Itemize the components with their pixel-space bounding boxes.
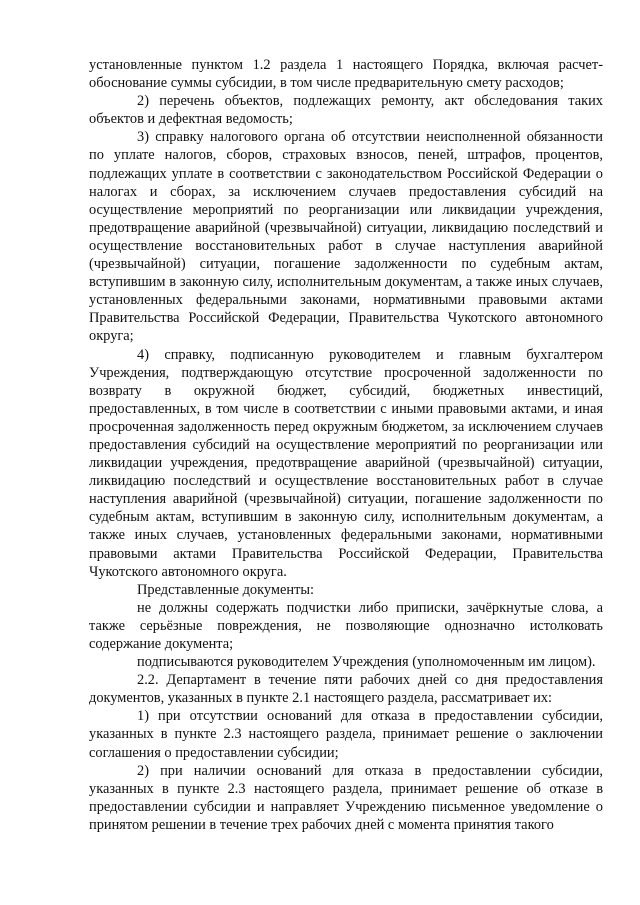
paragraph-5: Представленные документы: bbox=[137, 581, 315, 598]
paragraph-8: 2.2. Департамент в течение пяти рабочих дней со дня предоставления документов, указанных в пункте 2.1 настоящего раздела, рассматривает их: bbox=[89, 672, 603, 707]
paragraph-9: 1) при отсутствии оснований для отказа в предоставлении субсидии, указанных в пункте 2.3 настоящего раздела, принимает решение о заключении соглашения о предоставлении субсидии; bbox=[89, 708, 603, 761]
paragraph-4: 4) справку, подписанную руководителем и главным бухгалтером Учреждения, подтверждающую отсутствие просроченной задолженности по возврату в окружной бюджет, субсидий, бюджетных инвестиций, предоставленных, в том числе в соответствии с иными правовыми актами, и иная просроченная задолженность перед окружным бюджетом, за исключением случаев предоставления субсидий на осуществление мероприятий по реорганизации или ликвидации учреждения, предотвращение аварийной (чрезвычайной) ситуации, ликвидацию последствий и осуществление восстановительных работ в случае наступления аварийной (чрезвычайной) ситуации, погашение задолженности по судебным актам, вступившим в законную силу, исполнительным документам, а также иных случаев, установленных федеральными законами, нормативными правовыми актами Правительства Российской Федерации, Правительства Чукотского автономного округа. bbox=[89, 346, 603, 580]
paragraph-10: 2) при наличии оснований для отказа в предоставлении субсидии, указанных в пункте 2.3 настоящего раздела, принимает решение об отказе в предоставлении субсидии и направляет Учреждению письменное уведомление о принятом решении в течение трех рабочих дней с момента принятия такого bbox=[89, 762, 603, 833]
paragraph-2: 2) перечень объектов, подлежащих ремонту, акт обследования таких объектов и дефектная ведомость; bbox=[89, 93, 603, 128]
paragraph-6: не должны содержать подчистки либо приписки, зачёркнутые слова, а также серьёзные повреждения, не позволяющие однозначно истолковать содержание документа; bbox=[89, 599, 603, 652]
paragraph-1: установленные пунктом 1.2 раздела 1 настоящего Порядка, включая расчет-обоснование суммы субсидии, в том числе предварительную смету расходов; bbox=[89, 57, 603, 92]
paragraph-3: 3) справку налогового органа об отсутствии неисполненной обязанности по уплате налогов, сборов, страховых взносов, пеней, штрафов, процентов, подлежащих уплате в соответствии с законодательством Российской Федерации о налогах и сборах, за исключением случаев предоставления субсидий на осуществление мероприятий по реорганизации или ликвидации учреждения, предотвращение аварийной (чрезвычайной) ситуации, ликвидацию последствий и осуществление восстановительных работ в случае наступления аварийной (чрезвычайной) ситуации, погашение задолженности по судебным актам, вступившим в законную силу, исполнительным документам, а также иных случаев, установленных федеральными законами, нормативными правовыми актами Правительства Российской Федерации, Правительства Чукотского автономного округа; bbox=[89, 129, 603, 345]
paragraph-7: подписываются руководителем Учреждения (уполномоченным им лицом). bbox=[137, 654, 596, 671]
document-page bbox=[89, 56, 603, 834]
